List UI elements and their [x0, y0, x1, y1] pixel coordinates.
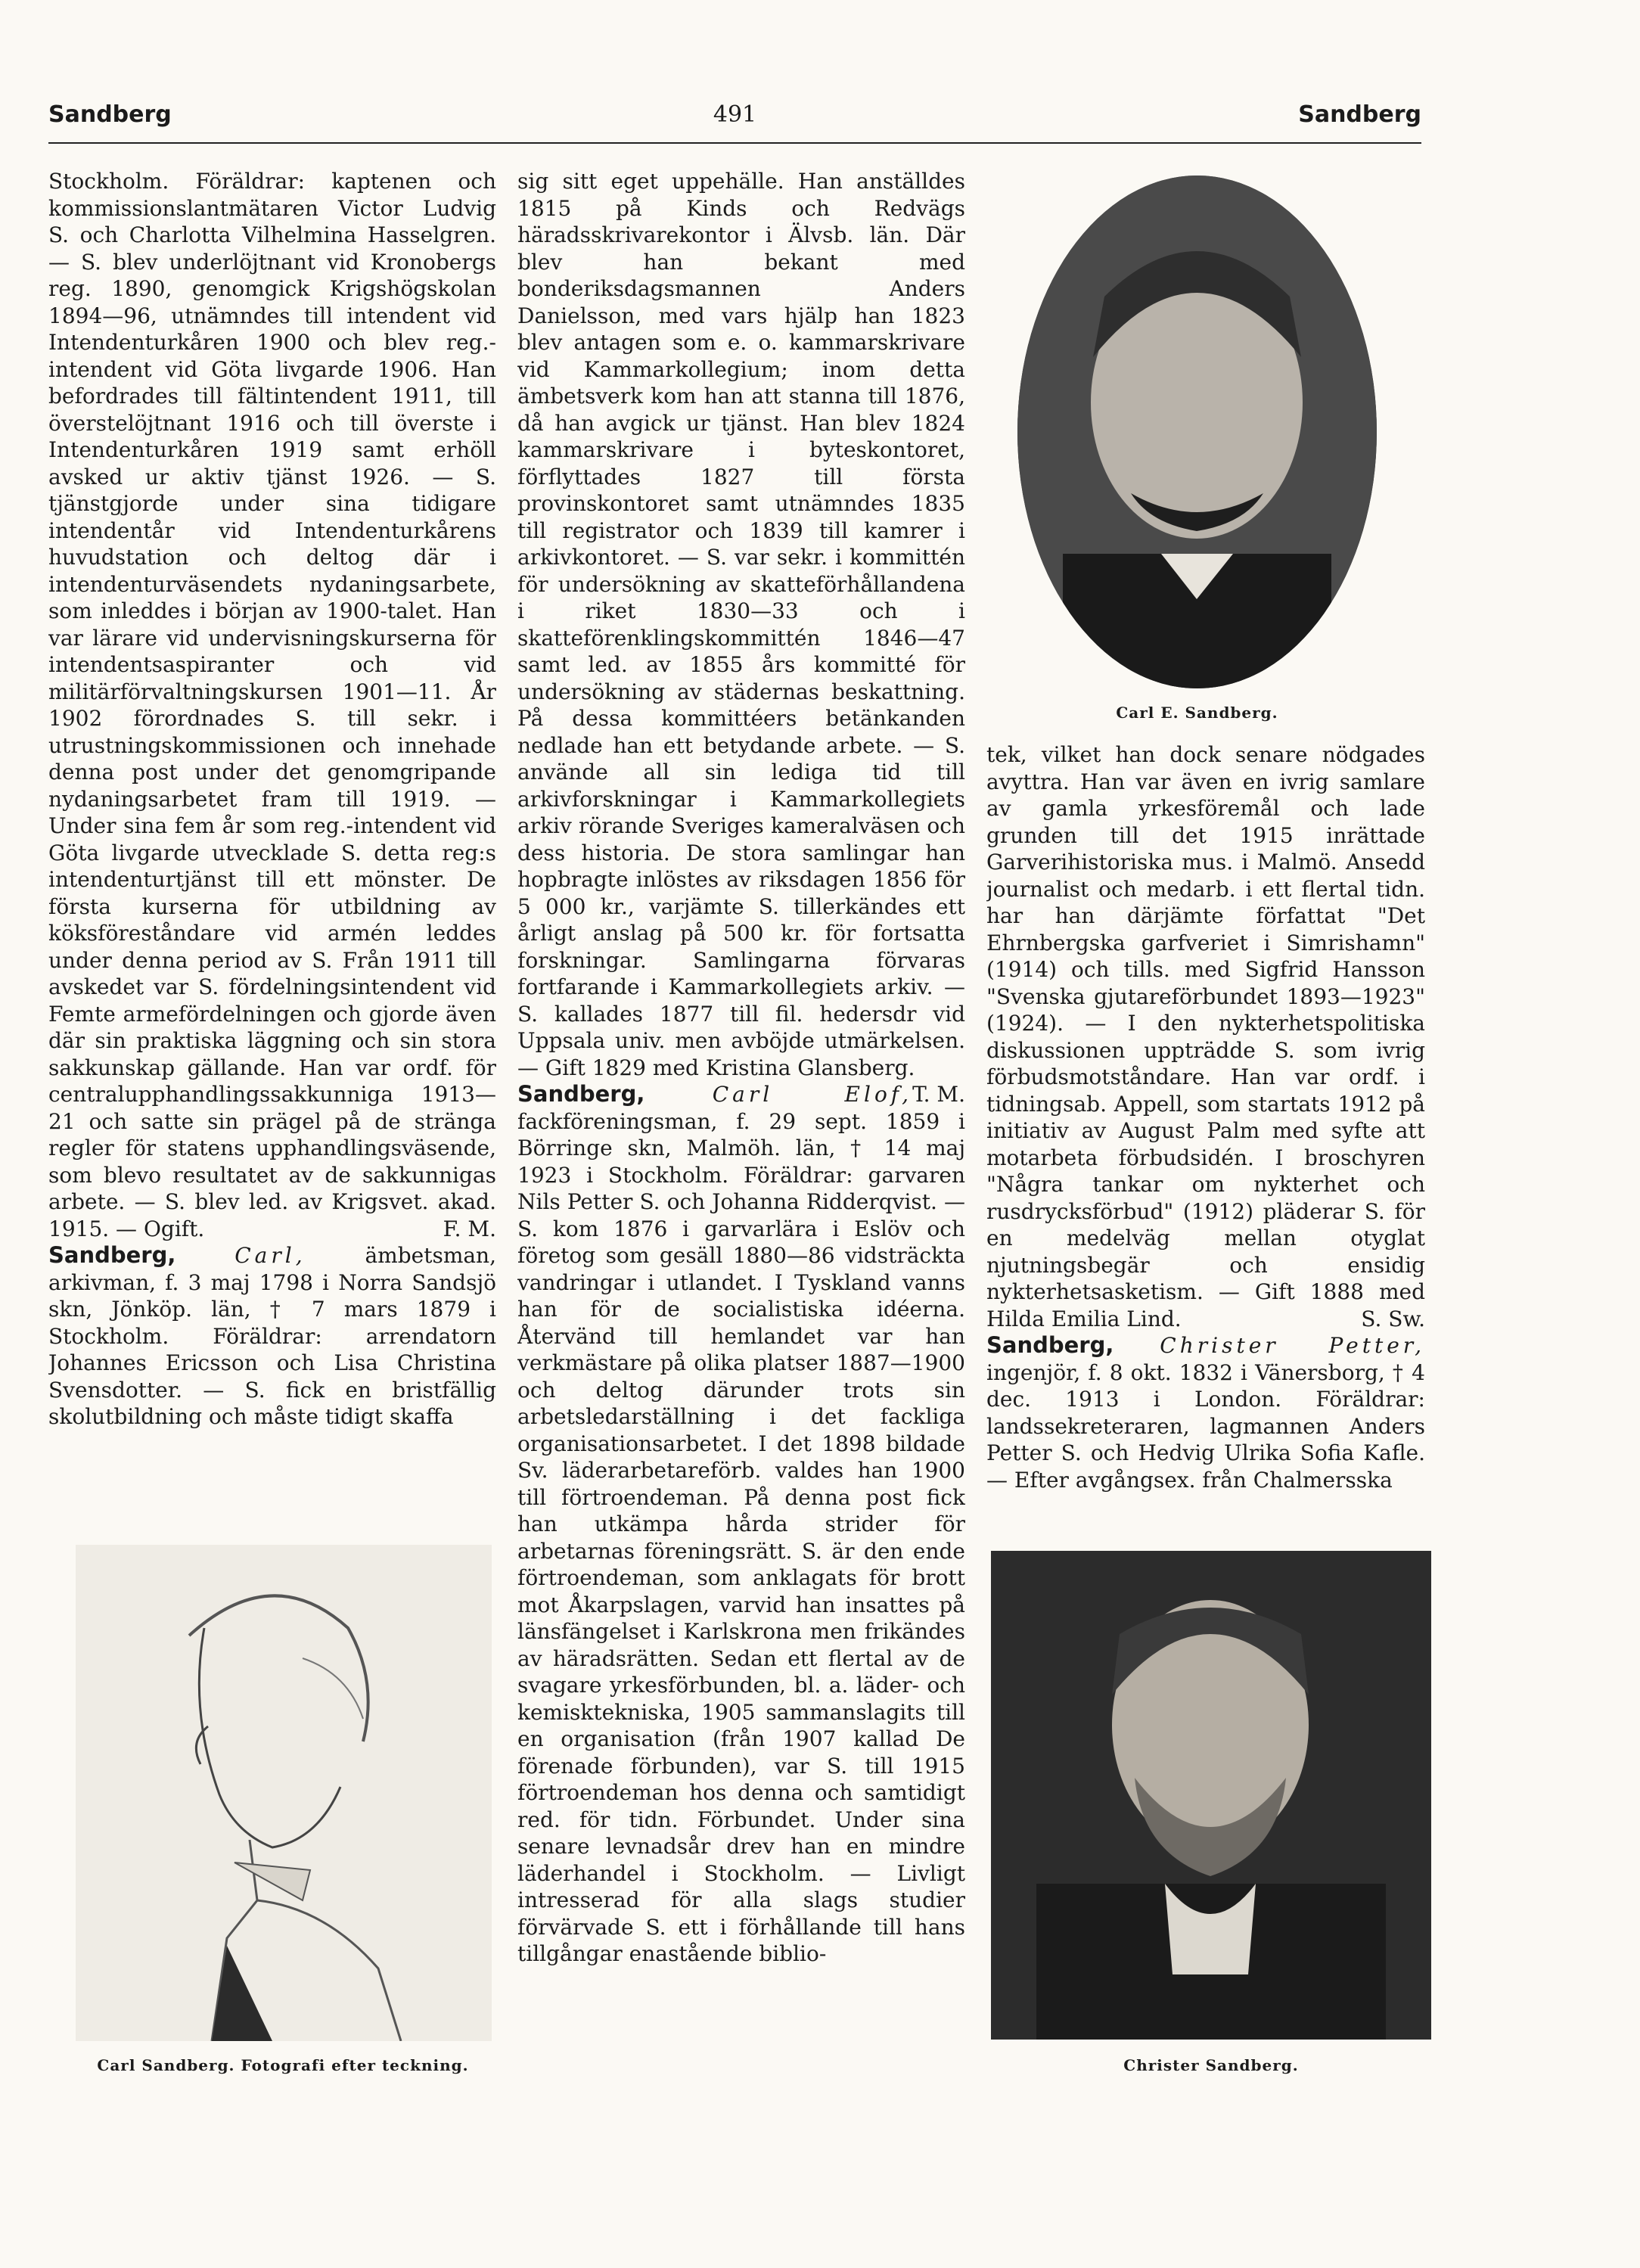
column-2 — [517, 168, 965, 2093]
caption-carl-sandberg: Carl Sandberg. Fotografi efter teckning. — [97, 2056, 469, 2074]
entry-given-name: Christer Petter, — [1160, 1333, 1425, 1358]
entry-body: ingenjör, f. 8 okt. 1832 i Vänersborg, † 4 dec. 1913 i London. Föräldrar: landssekreteraren, lagmannen Anders Petter S. och Hedvig Ulrika Sofia Kafle. — Efter avgångsex. från Chalmersska — [986, 1359, 1425, 1493]
entry-headword: Sandberg, — [986, 1332, 1114, 1358]
entry-headword: Sandberg, — [517, 1081, 645, 1107]
header-right-name: Sandberg — [1298, 101, 1421, 128]
running-header — [48, 101, 1421, 144]
caption-christer-sandberg: Christer Sandberg. — [1123, 2056, 1299, 2074]
header-left-name: Sandberg — [48, 101, 172, 128]
drawing-image — [76, 1545, 492, 2041]
caption-carl-e-sandberg: Carl E. Sandberg. — [1116, 704, 1278, 722]
author-signature: S. Sw. — [1361, 1306, 1425, 1331]
portrait-carl-e-sandberg — [1017, 176, 1377, 688]
entry-body: tek, vilket han dock senare nödgades avyttra. Han var även en ivrig samlare av gamla yrkesföremål och lade grunden till det 1915 inrättade Garverihistoriska mus. i Malmö. Ansedd journalist och medarb. i ett flertal tidn. har han därjämte författat "Det Ehrnbergska garfveriet i Simrishamn" (1914) och tills. med Sigfrid Hansson "Svenska gjutareförbundet 1893—1923" (1924). — I den nykterhetspolitiska diskussionen uppträdde S. som ivrig förbudsmotståndare. Han var ordf. i tidningsab. Appell, som startats 1912 på initiativ av August Palm med syfte att motarbeta förbudsidén. I broschyren "Några tankar om nykterhet och rusdrycksförbud" (1912) pläderar S. för en medelväg mellan otyglat njutningsbegär och ensidig nykterhetsasketism. — Gift 1888 med Hilda Emilia Lind. — [986, 742, 1425, 1331]
author-signature: F. M. — [443, 1216, 496, 1241]
entry-carl-sandberg — [48, 1242, 496, 1431]
drawing-carl-sandberg — [76, 1545, 492, 2041]
entry-given-name: Carl, — [235, 1243, 306, 1268]
entry-body: ämbetsman, arkivman, f. 3 maj 1798 i Norra Sandsjö skn, Jönköp. län, † 7 mars 1879 i Stockholm. Föräldrar: arrendatorn Johannes Ericsson och Lisa Christina Svensdotter. — S. fick en bristfällig skolutbildning och måste tidigt skaffa — [48, 1243, 496, 1429]
photo-christer-sandberg — [991, 1551, 1431, 2040]
entry-carl-elof-sandberg — [517, 1081, 965, 1968]
column-1 — [48, 168, 496, 1530]
header-rule — [48, 142, 1421, 144]
entry-body: Stockholm. Föräldrar: kaptenen och kommissionslantmätaren Victor Ludvig S. och Charlotta Vilhelmina Hasselgren. — S. blev underlöjtnant vid Kronobergs reg. 1890, genomgick Krigshögskolan 1894—96, utnämndes till intendent vid Intendenturkåren 1900 och blev reg.-intendent vid Göta livgarde 1906. Han befordrades till fältintendent 1911, till överstelöjtnant 1916 och till överste i Intendenturkåren 1919 samt erhöll avsked ur aktiv tjänst 1926. — S. tjänstgjorde under sina tidigare intendentår vid Intendenturkårens huvudstation och deltog där i intendenturväsendets nydaningsarbete, som inleddes i början av 1900-talet. Han var lärare vid undervisningskurserna för intendentsaspiranter och vid militärförvaltningskursen 1901—11. År 1902 förordnades S. till sekr. i utrustningskommissionen och innehade denna post under det genomgripande nydaningsarbetet fram till 1919. — Under sina fem år som reg.-intendent vid Göta livgarde utvecklade S. detta reg:s intendenturtjänst till ett mönster. De första kurserna för utbildning av köksföreståndare vid armén leddes under denna period av S. Från 1911 till avskedet var S. fördelningsintendent vid Femte armefördelningen och gjorde även där sin praktiska läggning och sin stora sakkunskap gällande. Han var ordf. för centralupphandlingssakkunniga 1913—21 och satte sin prägel på de stränga regler för statens upphandlingsväsende, som blevo resultatet av de sakkunnigas arbete. — S. blev led. av Krigsvet. akad. 1915. — Ogift. — [48, 169, 496, 1241]
entry-body: sig sitt eget uppehälle. Han anställdes 1815 på Kinds och Redvägs häradsskrivarekontor i Älvsb. län. Där blev han bekant med bonderiksdagsmannen Anders Danielsson, med vars hjälp han 1823 blev antagen som e. o. kammarskrivare vid Kammarkollegium; inom detta ämbetsverk kom han att stanna till 1876, då han avgick ur tjänst. Han blev 1824 kammarskrivare i byteskontoret, förflyttades 1827 till första provinskontoret samt utnämndes 1835 till registrator och 1839 till kamrer i arkivkontoret. — S. var sekr. i kommittén för undersökning av skatteförhållandena i riket 1830—33 och i skatteförenklingskommittén 1846—47 samt led. av 1855 års kommitté för undersökning av städernas beskattning. På dessa kommittéers betänkanden nedlade han ett betydande arbete. — S. använde all sin lediga tid till arkivforskningar i Kammarkollegiets arkiv rörande Sveriges kameralväsen och dess historia. De stora samlingar han hopbragte inlöstes av riksdagen 1856 för 5 000 kr., varjämte S. tillerkändes ett årligt anslag på 500 kr. för fortsatta forskningar. Samlingarna förvaras fortfarande i Kammarkollegiets arkiv. — S. kallades 1877 till fil. hedersdr vid Uppsala univ. men avböjde utmärkelsen. — Gift 1829 med Kristina Glansberg. — [517, 169, 965, 1080]
column-3 — [986, 741, 1425, 1528]
page-number: 491 — [713, 101, 757, 128]
entry-body: fackföreningsman, f. 29 sept. 1859 i Börringe skn, Malmöh. län, † 14 maj 1923 i Stockholm. Föräldrar: garvaren Nils Petter S. och Johanna Ridderqvist. — S. kom 1876 i garvarlära i Eslöv och företog som gesäll 1880—86 vidsträckta vandringar i utlandet. I Tyskland vanns han för de socialistiska idéerna. Återvänd till hemlandet var han verkmästare på olika platser 1887—1900 och deltog därunder trots sin arbetsledarställning i det fackliga organisationsarbetet. I det 1898 bildade Sv. läderarbetareförb. valdes han 1900 till förtroendeman. På denna post fick han utkämpa hårda strider för arbetarnas föreningsrätt. S. är den ende förtroendeman, som anklagats för brott mot Åkarpslagen, varvid han insattes på länsfängelset i Karlskrona men frikändes av häradsrätten. Sedan ett flertal av de svagare yrkesförbunden, bl. a. läder- och kemisktekniska, 1905 sammanslagits till en organisation (från 1907 kallad De förenade förbunden), var S. till 1915 förtroendeman hos denna och samtidigt red. för tidn. Förbundet. Under sina senare levnadsår drev han en mindre läderhandel i Stockholm. — Livligt intresserad för alla slags studier förvärvade S. ett i förhållande till hans tillgångar enastående biblio- — [517, 1108, 965, 1966]
photo-image — [991, 1551, 1431, 2040]
entry-christer-sandberg — [986, 1332, 1425, 1493]
portrait-image — [1017, 176, 1377, 688]
author-signature: T. M. — [912, 1082, 965, 1107]
entry-text — [48, 168, 496, 1242]
entry-headword: Sandberg, — [48, 1242, 176, 1268]
entry-given-name: Carl Elof, — [712, 1082, 913, 1107]
entry-text — [986, 741, 1425, 1332]
